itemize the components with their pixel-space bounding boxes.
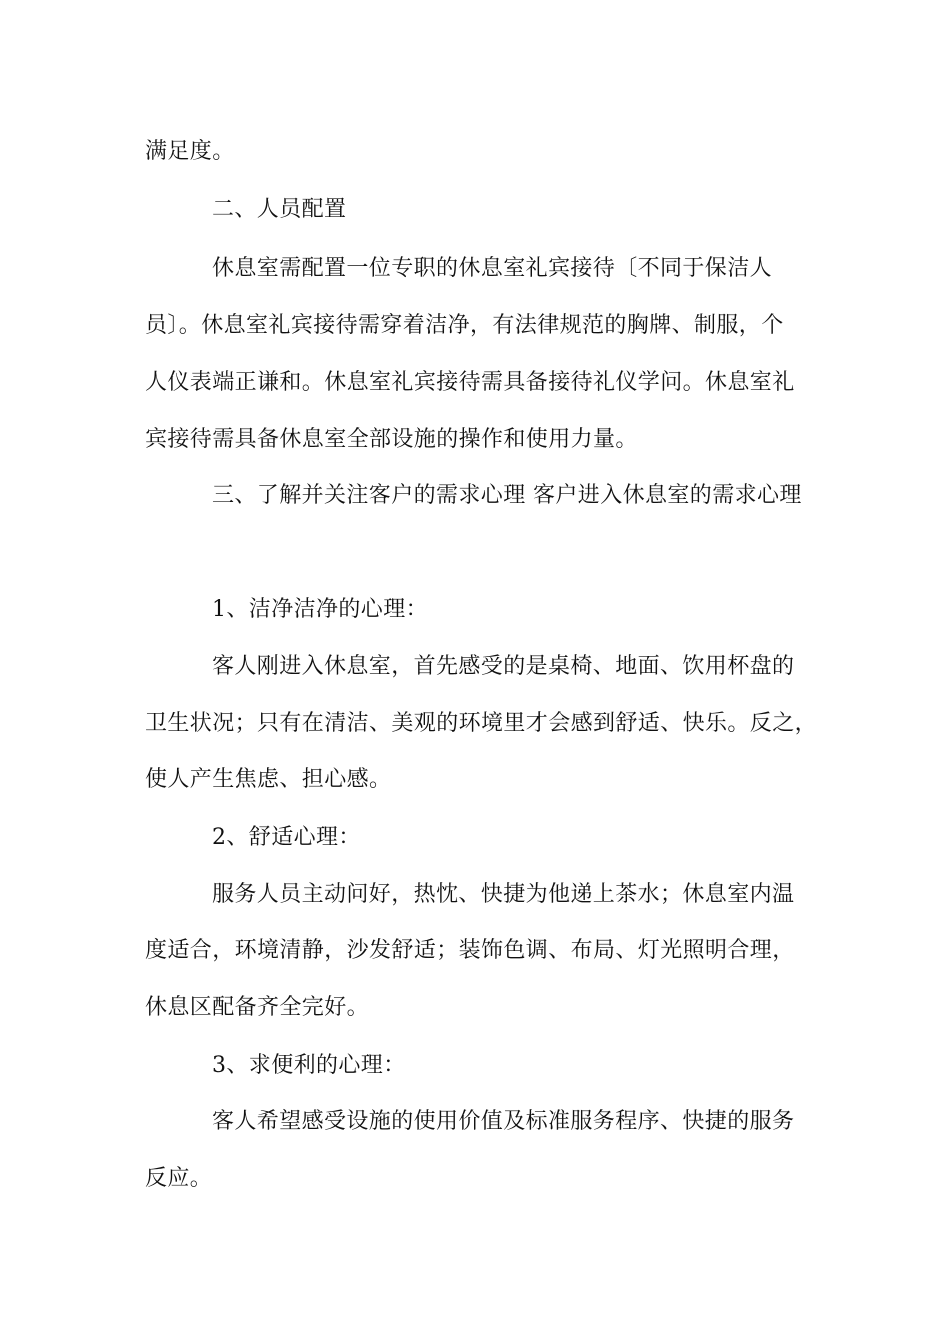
text-line: 反应。 <box>145 1166 213 1191</box>
subsection-heading: 1、洁净洁净的心理： <box>212 597 428 622</box>
text-line: 服务人员主动问好，热忱、快捷为他递上茶水；休息室内温 <box>212 882 795 907</box>
text-line: 客人希望感受设施的使用价值及标准服务程序、快捷的服务 <box>212 1109 795 1134</box>
text-line: 卫生状况；只有在清洁、美观的环境里才会感到舒适、快乐。反之， <box>145 711 818 736</box>
section-heading: 三、了解并关注客户的需求心理 客户进入休息室的需求心理 <box>212 483 802 508</box>
subsection-heading: 3、求便利的心理： <box>212 1053 406 1078</box>
text-line: 员〕。休息室礼宾接待需穿着洁净，有法律规范的胸牌、制服，个 <box>145 313 784 338</box>
text-line: 客人刚进入休息室，首先感受的是桌椅、地面、饮用杯盘的 <box>212 654 795 679</box>
text-line: 度适合，环境清静，沙发舒适；装饰色调、布局、灯光照明合理， <box>145 938 795 963</box>
section-heading: 二、人员配置 <box>212 197 347 222</box>
text-line: 宾接待需具备休息室全部设施的操作和使用力量。 <box>145 427 638 452</box>
text-line: 休息室需配置一位专职的休息室礼宾接待〔不同于保洁人 <box>212 256 773 281</box>
text-line: 休息区配备齐全完好。 <box>145 995 370 1020</box>
text-line: 人仪表端正谦和。休息室礼宾接待需具备接待礼仪学问。休息室礼 <box>145 370 795 395</box>
text-line: 满足度。 <box>145 139 235 164</box>
subsection-heading: 2、舒适心理： <box>212 825 361 850</box>
text-line: 使人产生焦虑、担心感。 <box>145 767 392 792</box>
